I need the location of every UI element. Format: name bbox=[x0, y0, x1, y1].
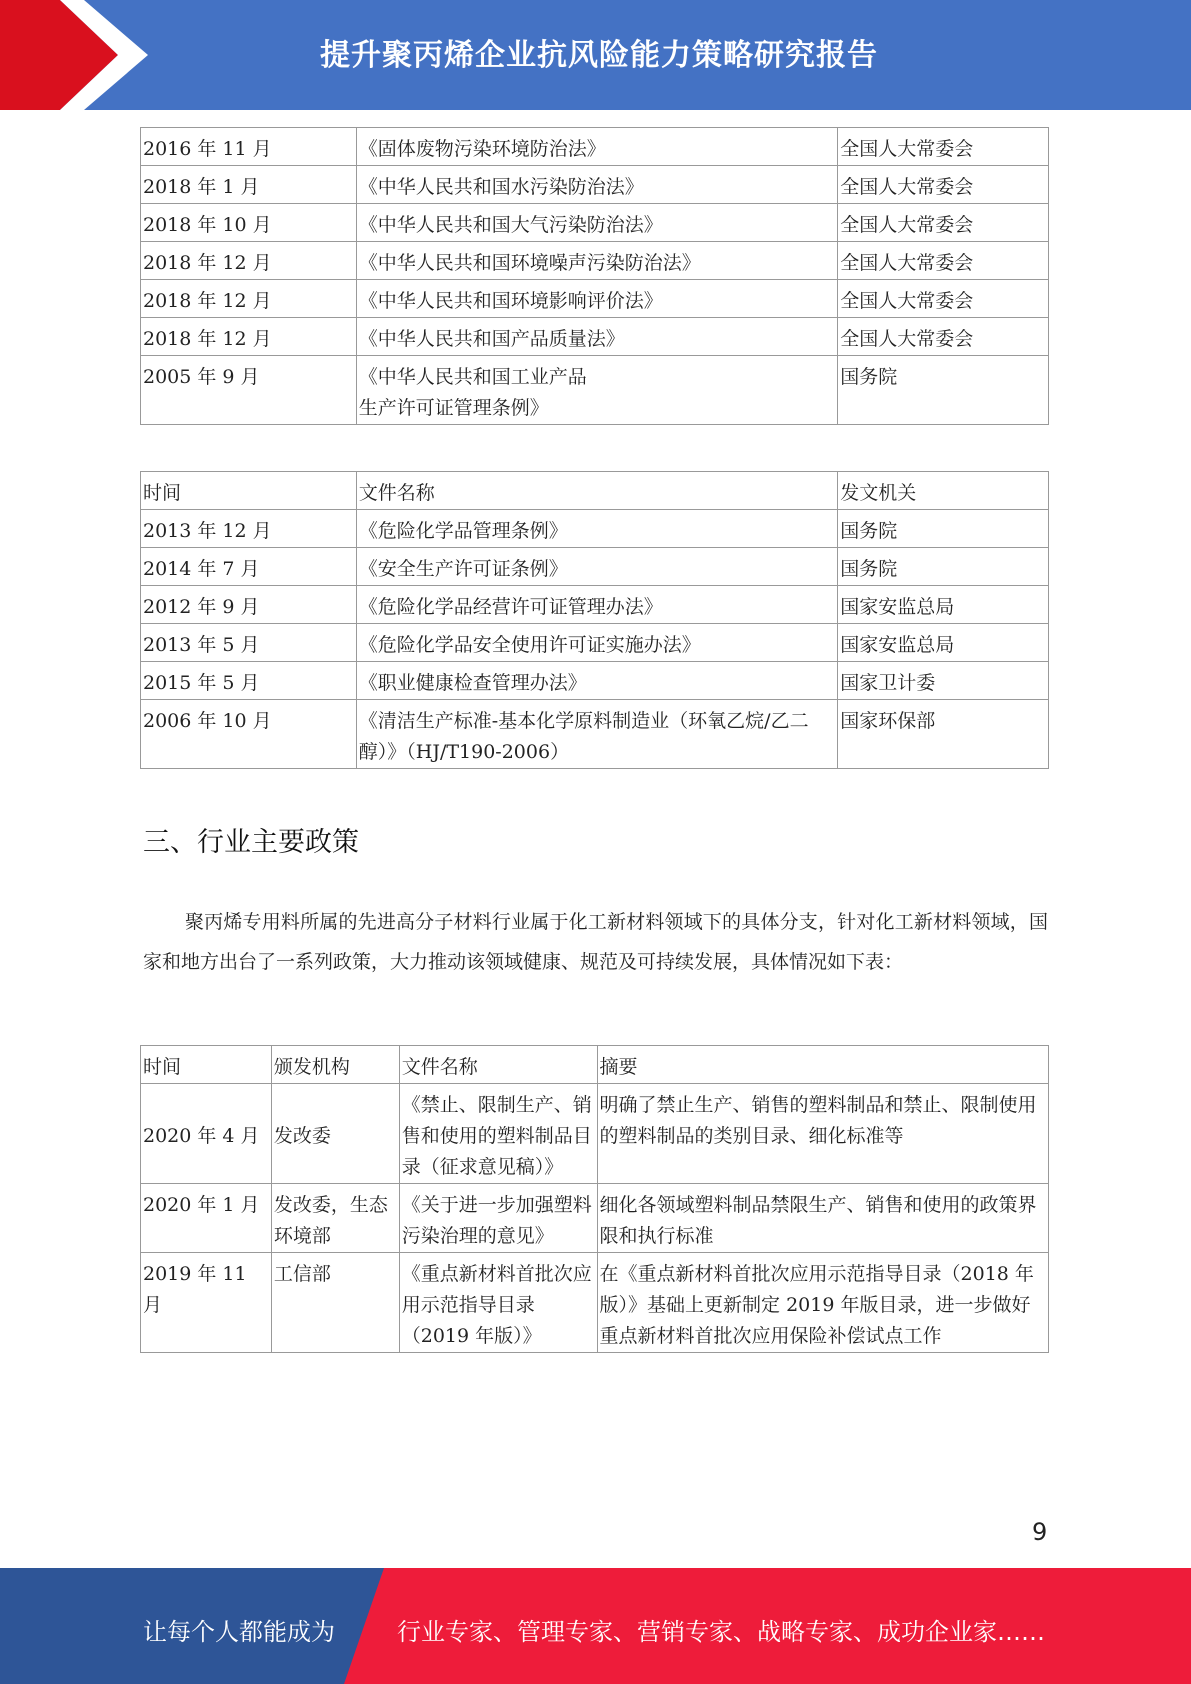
table-row bbox=[141, 1253, 1049, 1353]
document-cell: 《中华人民共和国大气污染防治法》 bbox=[356, 204, 837, 242]
date-cell: 2018 年 12 月 bbox=[141, 280, 357, 318]
date-cell: 2020 年 4 月 bbox=[141, 1084, 272, 1184]
date-cell: 2018 年 12 月 bbox=[141, 242, 357, 280]
regulations-table-2 bbox=[140, 471, 1049, 769]
issuer-cell: 发改委，生态 环境部 bbox=[271, 1184, 399, 1253]
date-cell: 2013 年 12 月 bbox=[141, 510, 357, 548]
table-row bbox=[141, 548, 1049, 586]
column-header: 时间 bbox=[141, 472, 357, 510]
issuer-cell: 国务院 bbox=[838, 356, 1049, 425]
table-row bbox=[141, 510, 1049, 548]
table-header-row bbox=[141, 1046, 1049, 1084]
date-cell: 2015 年 5 月 bbox=[141, 662, 357, 700]
issuer-cell: 国务院 bbox=[838, 510, 1049, 548]
document-cell: 《中华人民共和国水污染防治法》 bbox=[356, 166, 837, 204]
column-header: 时间 bbox=[141, 1046, 272, 1084]
table-row bbox=[141, 166, 1049, 204]
issuer-cell: 发改委 bbox=[271, 1084, 399, 1184]
issuer-cell: 国务院 bbox=[838, 548, 1049, 586]
date-cell: 2014 年 7 月 bbox=[141, 548, 357, 586]
issuer-cell: 全国人大常委会 bbox=[838, 166, 1049, 204]
issuer-cell: 国家环保部 bbox=[838, 700, 1049, 769]
table-row bbox=[141, 242, 1049, 280]
table-row bbox=[141, 700, 1049, 769]
body-paragraph: 聚丙烯专用料所属的先进高分子材料行业属于化工新材料领域下的具体分支，针对化工新材料领域，国家和地方出台了一系列政策，大力推动该领域健康、规范及可持续发展，具体情况如下表： bbox=[143, 911, 1048, 973]
document-cell: 《重点新材料首批次应用示范指导目录（2019 年版）》 bbox=[399, 1253, 597, 1353]
issuer-cell: 国家安监总局 bbox=[838, 624, 1049, 662]
footer-slogan-left: 让每个人都能成为 bbox=[143, 1618, 335, 1646]
date-cell: 2018 年 12 月 bbox=[141, 318, 357, 356]
page-number: 9 bbox=[1032, 1518, 1048, 1546]
column-header: 文件名称 bbox=[399, 1046, 597, 1084]
table-row bbox=[141, 586, 1049, 624]
date-cell: 2012 年 9 月 bbox=[141, 586, 357, 624]
table-row bbox=[141, 128, 1049, 166]
date-cell: 2006 年 10 月 bbox=[141, 700, 357, 769]
page-header bbox=[0, 0, 1191, 110]
table-row bbox=[141, 356, 1049, 425]
document-cell: 《禁止、限制生产、销售和使用的塑料制品目录（征求意见稿）》 bbox=[399, 1084, 597, 1184]
table-row bbox=[141, 662, 1049, 700]
summary-cell: 细化各领域塑料制品禁限生产、销售和使用的政策界限和执行标准 bbox=[597, 1184, 1048, 1253]
document-cell: 《职业健康检查管理办法》 bbox=[356, 662, 837, 700]
date-cell: 2019 年 11 月 bbox=[141, 1253, 272, 1353]
document-cell: 《中华人民共和国环境影响评价法》 bbox=[356, 280, 837, 318]
issuer-cell: 国家卫计委 bbox=[838, 662, 1049, 700]
document-cell: 《中华人民共和国产品质量法》 bbox=[356, 318, 837, 356]
document-cell: 《固体废物污染环境防治法》 bbox=[356, 128, 837, 166]
date-cell: 2018 年 1 月 bbox=[141, 166, 357, 204]
issuer-cell: 全国人大常委会 bbox=[838, 280, 1049, 318]
document-cell: 《中华人民共和国环境噪声污染防治法》 bbox=[356, 242, 837, 280]
section-heading: 三、行业主要政策 bbox=[143, 827, 359, 858]
date-cell: 2018 年 10 月 bbox=[141, 204, 357, 242]
regulations-table-1 bbox=[140, 127, 1049, 425]
footer-slogan-right: 行业专家、管理专家、营销专家、战略专家、成功企业家…… bbox=[397, 1618, 1045, 1646]
document-cell: 《危险化学品安全使用许可证实施办法》 bbox=[356, 624, 837, 662]
column-header: 摘要 bbox=[597, 1046, 1048, 1084]
table-row bbox=[141, 624, 1049, 662]
issuer-cell: 全国人大常委会 bbox=[838, 318, 1049, 356]
table-row bbox=[141, 280, 1049, 318]
table-row bbox=[141, 1184, 1049, 1253]
date-cell: 2005 年 9 月 bbox=[141, 356, 357, 425]
table-header-row bbox=[141, 472, 1049, 510]
issuer-cell: 国家安监总局 bbox=[838, 586, 1049, 624]
document-cell: 《危险化学品经营许可证管理办法》 bbox=[356, 586, 837, 624]
summary-cell: 在《重点新材料首批次应用示范指导目录（2018 年版）》基础上更新制定 2019 年版目录，进一步做好重点新材料首批次应用保险补偿试点工作 bbox=[597, 1253, 1048, 1353]
date-cell: 2013 年 5 月 bbox=[141, 624, 357, 662]
issuer-cell: 全国人大常委会 bbox=[838, 242, 1049, 280]
page-footer bbox=[0, 1568, 1191, 1684]
policy-table bbox=[140, 1045, 1049, 1353]
table-row bbox=[141, 204, 1049, 242]
date-cell: 2016 年 11 月 bbox=[141, 128, 357, 166]
issuer-cell: 工信部 bbox=[271, 1253, 399, 1353]
table-row bbox=[141, 1084, 1049, 1184]
table-row bbox=[141, 318, 1049, 356]
document-cell: 《危险化学品管理条例》 bbox=[356, 510, 837, 548]
issuer-cell: 全国人大常委会 bbox=[838, 128, 1049, 166]
summary-cell: 明确了禁止生产、销售的塑料制品和禁止、限制使用的塑料制品的类别目录、细化标准等 bbox=[597, 1084, 1048, 1184]
document-cell: 《安全生产许可证条例》 bbox=[356, 548, 837, 586]
column-header: 颁发机构 bbox=[271, 1046, 399, 1084]
issuer-cell: 全国人大常委会 bbox=[838, 204, 1049, 242]
date-cell: 2020 年 1 月 bbox=[141, 1184, 272, 1253]
report-title: 提升聚丙烯企业抗风险能力策略研究报告 bbox=[320, 38, 878, 73]
document-cell: 《中华人民共和国工业产品 生产许可证管理条例》 bbox=[356, 356, 837, 425]
document-cell: 《关于进一步加强塑料污染治理的意见》 bbox=[399, 1184, 597, 1253]
column-header: 文件名称 bbox=[356, 472, 837, 510]
column-header: 发文机关 bbox=[838, 472, 1049, 510]
document-cell: 《清洁生产标准-基本化学原料制造业（环氧乙烷/乙二醇）》（HJ/T190-2006） bbox=[356, 700, 837, 769]
